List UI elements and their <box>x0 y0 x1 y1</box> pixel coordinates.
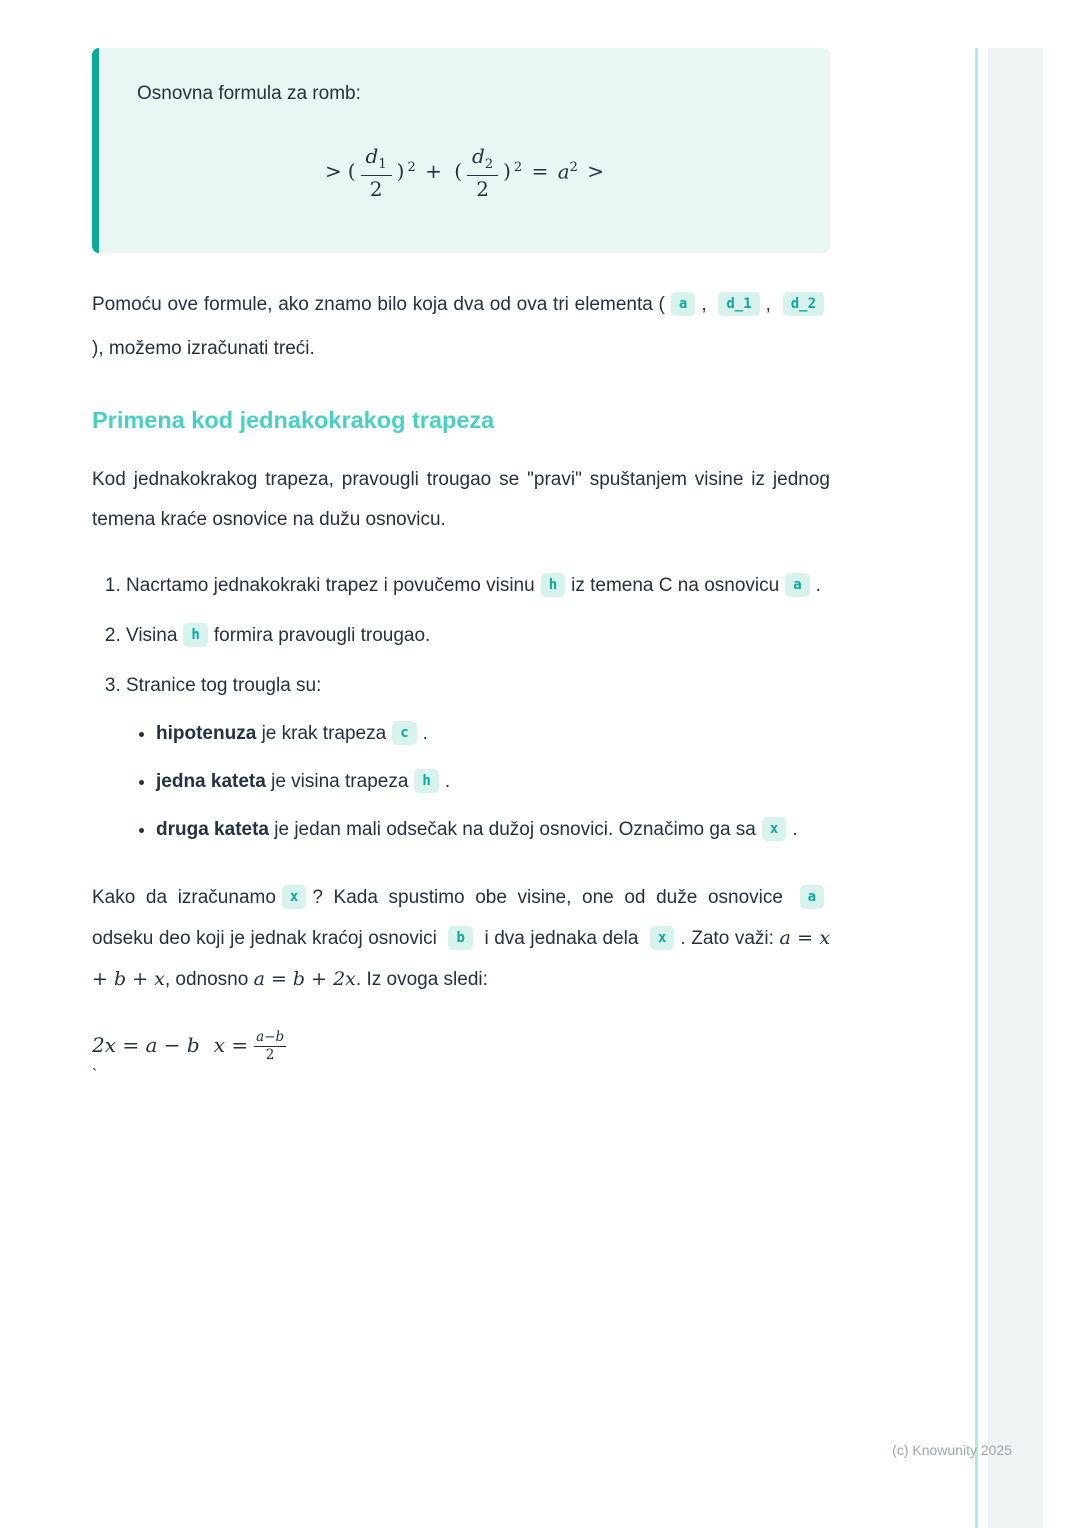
subscript-1: 1 <box>378 157 387 172</box>
code-chip-x: x <box>650 926 674 950</box>
code-chip-b: b <box>448 926 472 950</box>
text-segment: je jedan mali odsečak na dužoj osnovici. Označimo ga sa <box>274 818 756 840</box>
fraction-denominator: 2 <box>476 176 489 201</box>
code-chip-a: a <box>785 573 809 597</box>
fraction-numerator <box>361 145 392 176</box>
text-segment: , <box>701 293 707 315</box>
paren-open-2: ( <box>454 159 463 184</box>
plus-sign: + <box>425 159 442 184</box>
step-2 <box>126 616 830 656</box>
text-segment: Stranice tog trougla su: <box>126 674 322 696</box>
inline-math: a = x + b + x <box>92 926 831 990</box>
var-d: d <box>365 144 379 168</box>
text-segment: formira pravougli trougao. <box>213 624 431 646</box>
code-chip-a: a <box>800 885 824 909</box>
text-segment: odseku deo koji je jednak kraćoj osnovici <box>92 927 437 949</box>
next-page-preview-strip <box>988 48 1043 1528</box>
copyright-footer: (c) Knowunity 2025 <box>892 1442 1012 1458</box>
text-segment: iz temena C na osnovicu <box>571 574 780 596</box>
text-segment: . Zato važi: <box>680 927 774 949</box>
exponent-3: 2 <box>569 159 578 175</box>
text-segment: ), možemo izračunati treći. <box>92 337 315 359</box>
subscript-2: 2 <box>484 157 494 172</box>
fraction-d1-over-2 <box>361 145 392 201</box>
callout-title: Osnovna formula za romb: <box>137 83 361 104</box>
stray-backtick: ` <box>92 1066 98 1084</box>
formula-callout <box>92 48 830 253</box>
text-segment: je krak trapeza <box>261 722 387 744</box>
code-chip-a: a <box>671 292 695 316</box>
code-chip-h: h <box>414 769 438 793</box>
bold-term: jedna kateta <box>156 770 266 792</box>
exponent-1: 2 <box>407 159 416 175</box>
section-intro: Kod jednakokrakog trapeza, pravougli trougao se "pravi" spuštanjem visine iz jednog temena kraće osnovice na dužu osnovicu. <box>92 468 830 530</box>
inline-math: 2x = a − b <box>92 1032 200 1057</box>
bullet-druga-kateta <box>156 810 830 850</box>
romb-formula <box>137 145 792 201</box>
text-segment: Kako da izračunamo <box>92 886 276 908</box>
para-x-explanation <box>92 878 830 1000</box>
derivation-formula <box>92 1030 830 1063</box>
paren-open-1: ( <box>347 159 356 184</box>
inline-math: x = <box>213 1032 249 1057</box>
text-segment: Visina <box>126 624 178 646</box>
text-segment: . <box>792 818 798 840</box>
text-segment: . <box>422 722 428 744</box>
text-segment: , <box>765 293 771 315</box>
fraction-numerator: a−b <box>256 1028 285 1045</box>
text-segment: Nacrtamo jednakokraki trapez i povučemo visinu <box>126 574 535 596</box>
fraction-numerator <box>467 145 498 176</box>
step-3 <box>126 666 830 850</box>
text-segment: . <box>444 770 451 792</box>
text-segment: je visina trapeza <box>271 770 409 792</box>
inline-math: a = b + 2x <box>253 967 356 990</box>
var-d: d <box>472 144 485 168</box>
code-chip-h: h <box>541 573 565 597</box>
bold-term: druga kateta <box>156 818 269 840</box>
code-chip-x: x <box>282 885 306 909</box>
step-1 <box>126 566 830 606</box>
code-chip-c: c <box>392 721 416 745</box>
steps-list <box>92 566 830 850</box>
code-chip-x: x <box>762 817 786 841</box>
para-formula-usage <box>92 283 830 371</box>
code-chip-d2: d_2 <box>783 292 824 316</box>
section-heading: Primena kod jednakokrakog trapeza <box>92 406 495 433</box>
paren-close-1: ) <box>396 159 405 184</box>
page-edge-line <box>975 48 978 1528</box>
equals-sign: = <box>531 159 549 184</box>
var-a: a <box>557 159 570 184</box>
exponent-2: 2 <box>513 159 523 175</box>
bold-term: hipotenuza <box>156 722 257 744</box>
paren-close-2: ) <box>503 159 511 184</box>
triangle-sides-list <box>126 714 830 850</box>
fraction-d2-over-2 <box>467 145 498 201</box>
text-segment: ? Kada spustimo obe visine, one od duže osnovice <box>312 886 783 908</box>
bullet-hipotenuza <box>156 714 830 754</box>
document-content <box>92 48 830 1085</box>
text-segment: , odnosno <box>164 968 249 990</box>
text-segment: i dva jednaka dela <box>484 927 639 949</box>
text-segment: . Iz ovoga sledi: <box>355 968 488 990</box>
fraction-a-minus-b-over-2 <box>254 1030 286 1063</box>
code-chip-h: h <box>183 623 207 647</box>
text-segment: Pomoću ove formule, ako znamo bilo koja dva od ova tri elementa ( <box>92 293 665 315</box>
fraction-denominator: 2 <box>265 1046 275 1063</box>
gt-left: > <box>324 159 342 184</box>
gt-right: > <box>587 159 605 184</box>
fraction-denominator: 2 <box>369 176 383 201</box>
text-segment: . <box>815 574 821 596</box>
code-chip-d1: d_1 <box>718 292 759 316</box>
bullet-jedna-kateta <box>156 762 830 802</box>
